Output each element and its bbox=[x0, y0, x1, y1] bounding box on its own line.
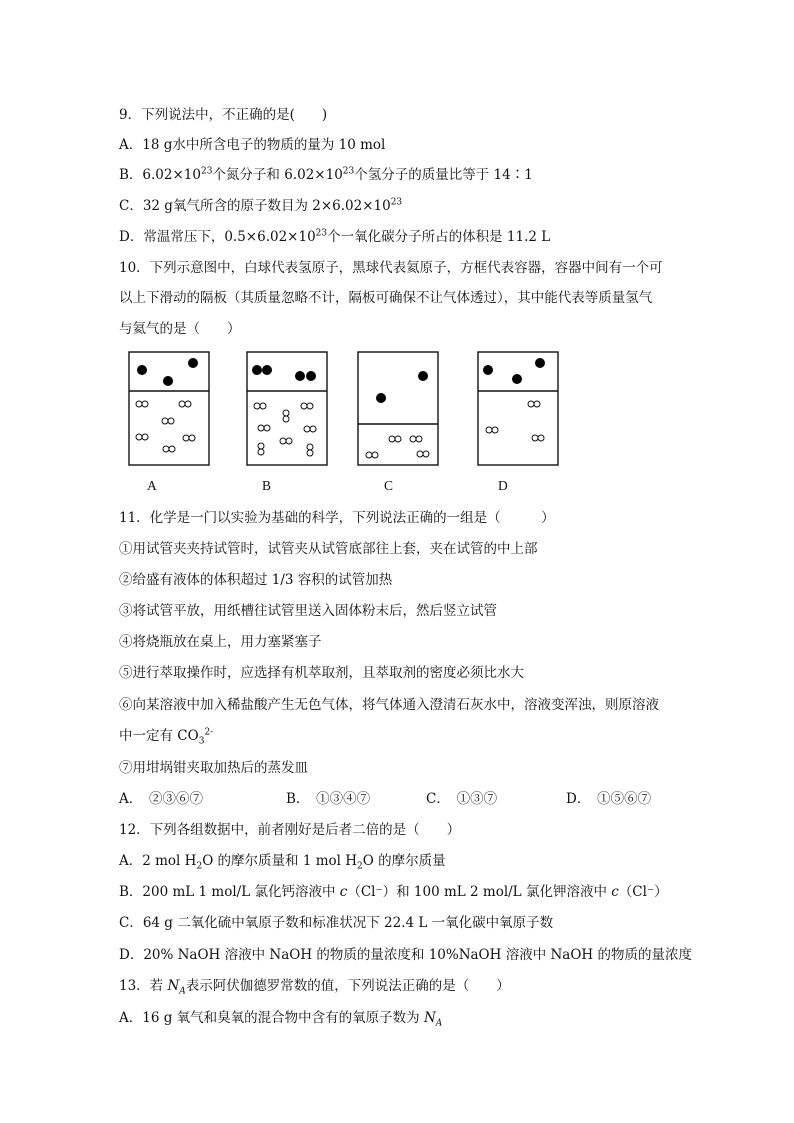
q11-statement-6a: ⑥向某溶液中加入稀盐酸产生无色气体，将气体通入澄清石灰水中，溶液变浑浊，则原溶液 bbox=[119, 697, 659, 713]
q10-label-d: D bbox=[498, 478, 508, 493]
q12-option-d: D．20% NaOH 溶液中 NaOH 的物质的量浓度和 10%NaOH 溶液中 NaOH 的物质的量浓度 bbox=[119, 947, 692, 963]
q11-statement-6b: 中一定有 $CO_3^{2-}$ bbox=[119, 727, 214, 747]
q9-option-d: D．常温常压下，$0.5\times 6.02\times 10^{23}$个一氧化碳分子所占的体积是 11.2 L bbox=[119, 228, 551, 245]
q12-option-a: A．2 mol $H_2O$ 的摩尔质量和 1 mol $H_2O$ 的摩尔质量 bbox=[119, 853, 446, 872]
q10-stem-line3: 与氦气的是（ ） bbox=[119, 321, 241, 337]
helium-atoms bbox=[137, 358, 545, 403]
q11-option-c: C． ①③⑦ bbox=[426, 791, 498, 807]
q10-diagram-svg bbox=[128, 351, 568, 491]
q12-option-b: B．200 mL 1 mol/L 氯化钙溶液中 c（Cl⁻）和 100 mL 2 mol/L 氯化钾溶液中 c（Cl⁻） bbox=[119, 884, 668, 900]
q11-option-d: D． ①⑤⑥⑦ bbox=[566, 791, 652, 807]
q9-option-b: B．$6.02\times 10^{23}$个氮分子和 $6.02\times 10^{23}$个氢分子的质量比等于 14∶1 bbox=[119, 166, 533, 183]
q9-option-c: C．32 g氧气所含的原子数目为 $2\times 6.02\times 10^{23}$ bbox=[119, 197, 403, 214]
container-c bbox=[358, 352, 438, 465]
q11-option-a: A． ②③⑥⑦ bbox=[119, 791, 203, 807]
q10-label-a: A bbox=[147, 478, 157, 493]
q9-stem: 9．下列说法中，不正确的是( ) bbox=[119, 107, 328, 123]
q11-statement-3: ③将试管平放，用纸槽往试管里送入固体粉末后，然后竖立试管 bbox=[119, 603, 497, 619]
q10-label-c: C bbox=[384, 478, 394, 493]
q11-option-b: B． ①③④⑦ bbox=[286, 791, 371, 807]
q10-container-diagrams bbox=[128, 351, 568, 491]
q12-stem: 12．下列各组数据中，前者刚好是后者二倍的是（ ） bbox=[119, 822, 461, 838]
q13-stem: 13．若 $N_A$表示阿伏伽德罗常数的值，下列说法正确的是（ ） bbox=[119, 978, 510, 997]
q10-label-b: B bbox=[262, 478, 272, 493]
q11-statement-5: ⑤进行萃取操作时，应选择有机萃取剂，且萃取剂的密度必须比水大 bbox=[119, 665, 524, 681]
q11-statement-4: ④将烧瓶放在桌上，用力塞紧塞子 bbox=[119, 634, 322, 650]
q10-stem-line2: 以上下滑动的隔板（其质量忽略不计，隔板可确保不让气体透过），其中能代表等质量氢气 bbox=[119, 290, 653, 306]
hydrogen-molecules bbox=[136, 401, 544, 458]
q11-statement-7: ⑦用坩埚钳夹取加热后的蒸发皿 bbox=[119, 760, 308, 776]
q13-option-a: A．16 g 氧气和臭氧的混合物中含有的氧原子数为 $N_A$ bbox=[119, 1010, 443, 1029]
q11-statement-2: ②给盛有液体的体积超过 1/3 容积的试管加热 bbox=[119, 572, 393, 588]
q9-option-a: A．18 g水中所含电子的物质的量为 10 mol bbox=[119, 137, 386, 153]
q12-option-c: C．64 g 二氧化硫中氧原子数和标准状况下 22.4 L 一氧化碳中氧原子数 bbox=[119, 915, 554, 931]
q11-statement-1: ①用试管夹夹持试管时，试管夹从试管底部往上套，夹在试管的中上部 bbox=[119, 541, 538, 557]
q10-stem-line1: 10．下列示意图中，白球代表氢原子，黑球代表氦原子，方框代表容器，容器中间有一个可 bbox=[119, 260, 663, 276]
q11-stem: 11．化学是一门以实验为基础的科学，下列说法正确的一组是（ ） bbox=[119, 510, 555, 526]
